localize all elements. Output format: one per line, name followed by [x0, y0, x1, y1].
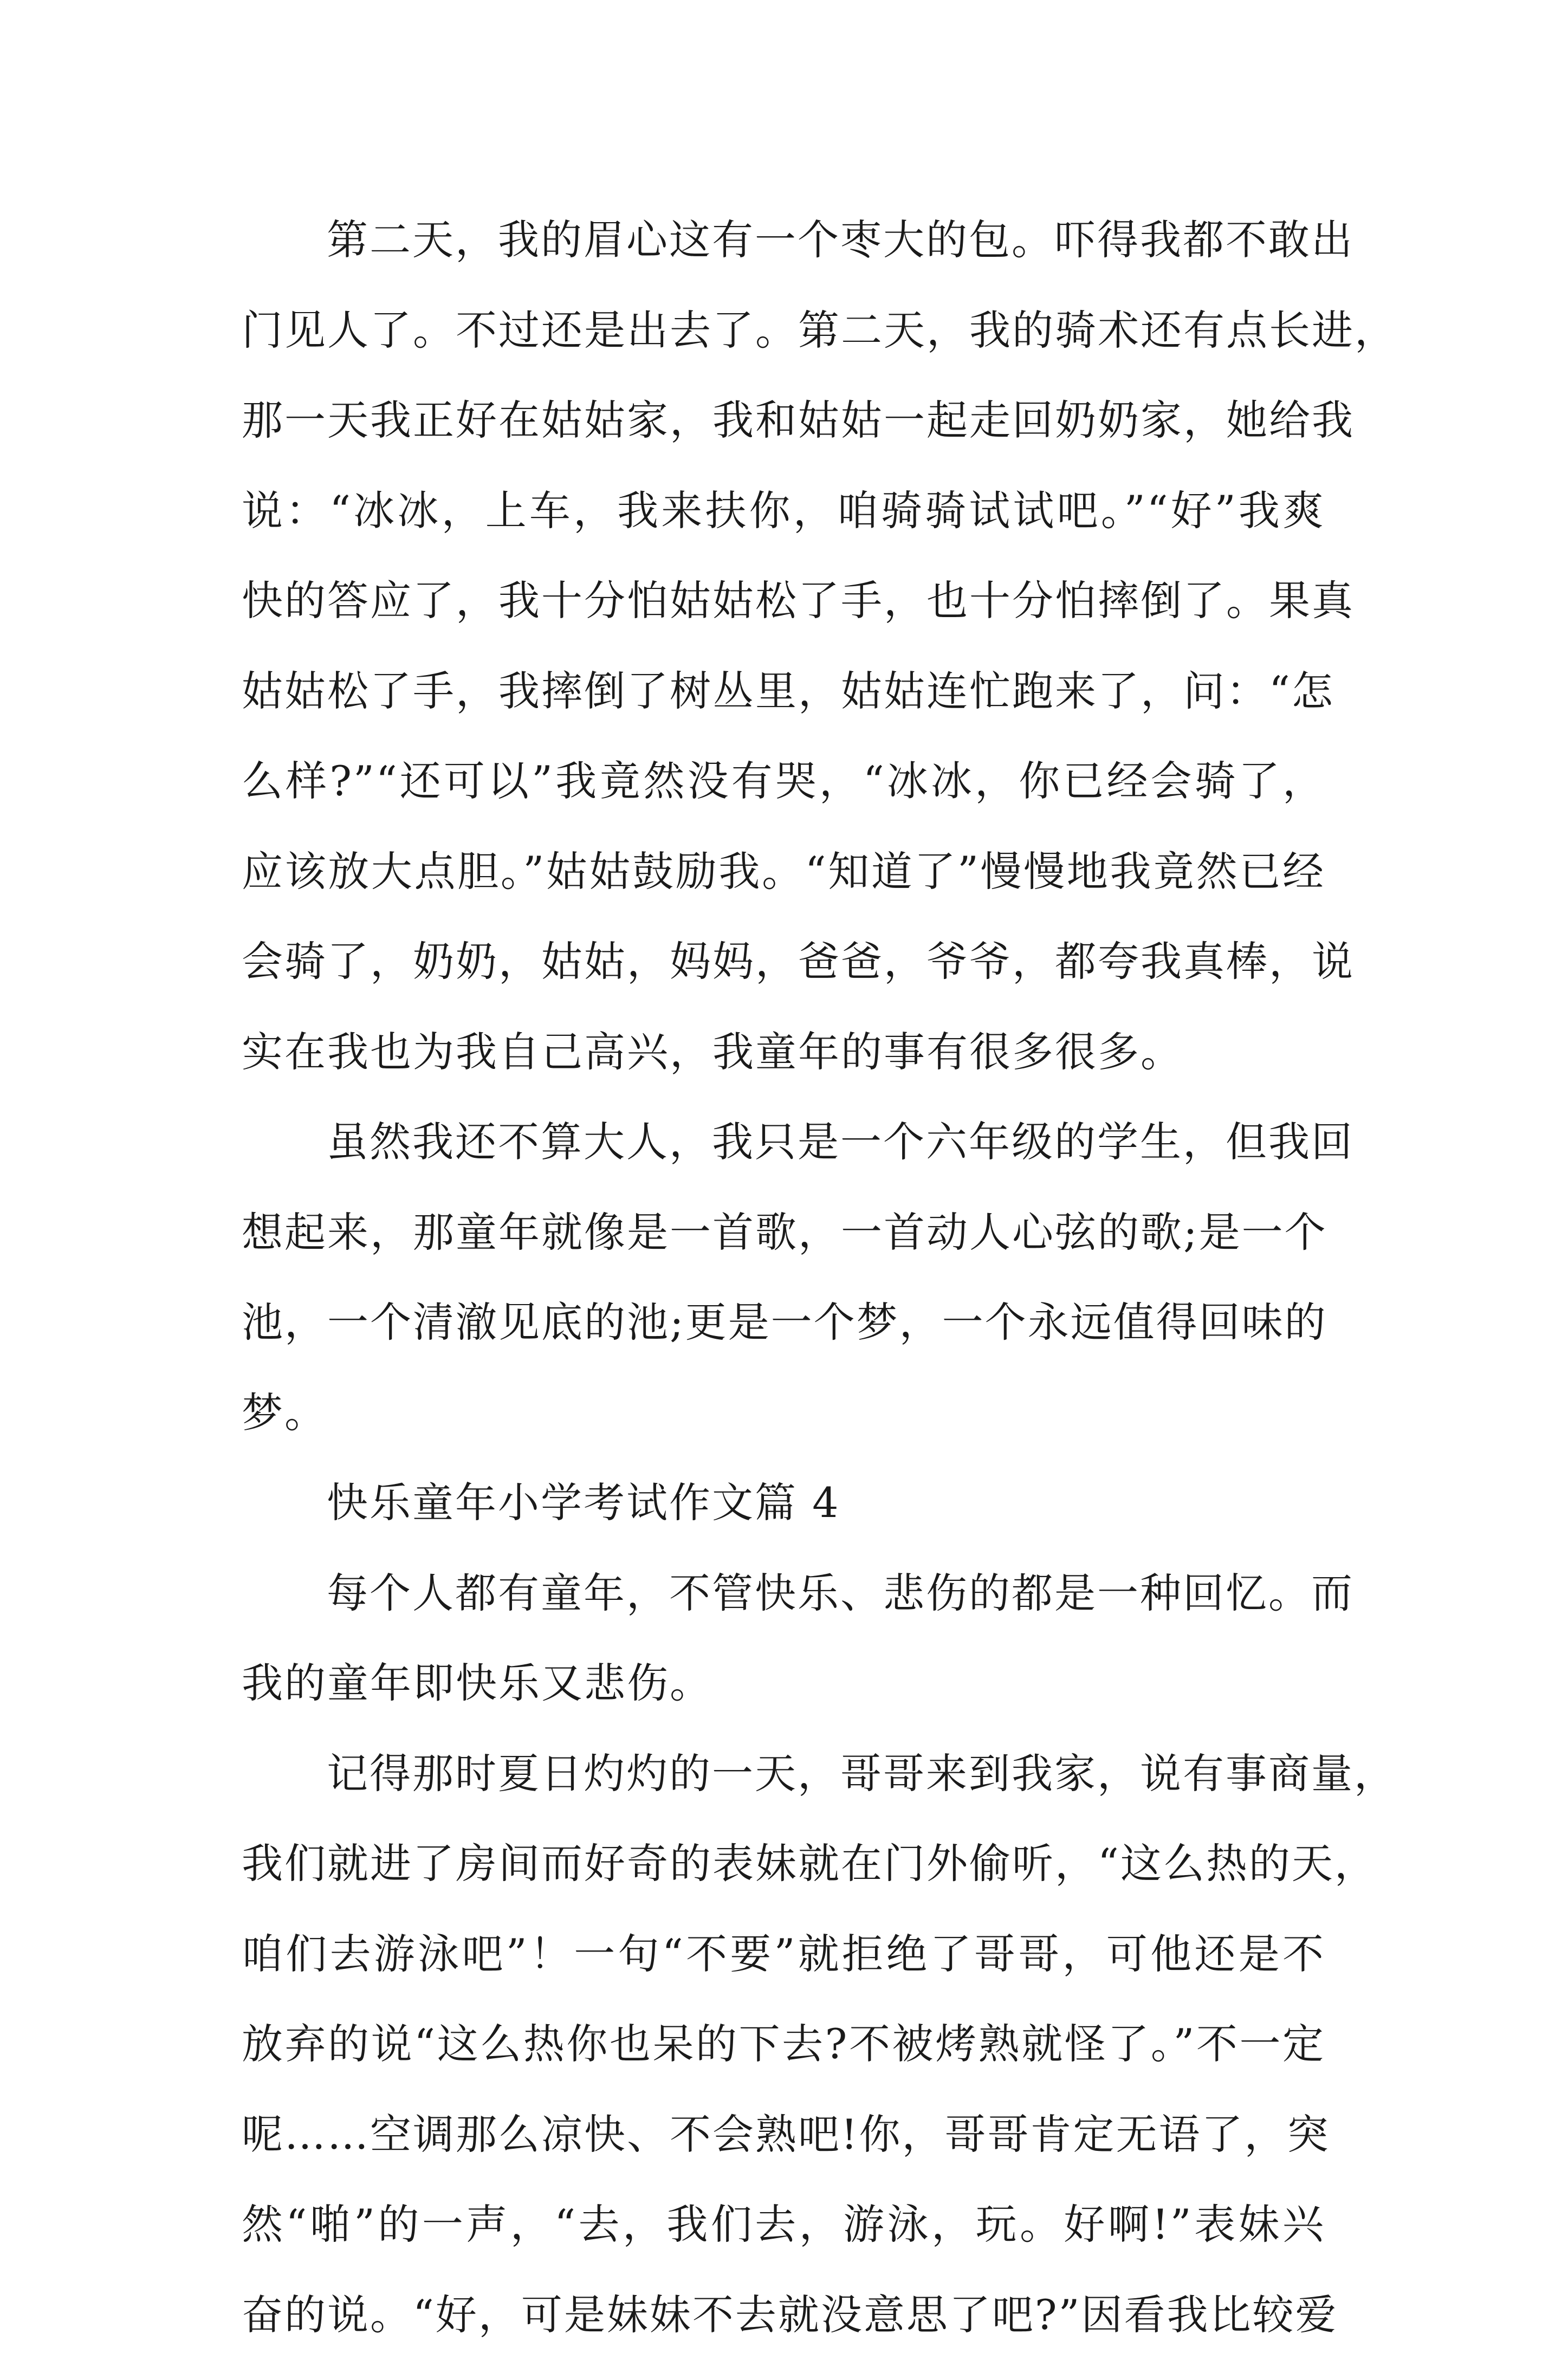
section-heading: 快乐童年小学考试作文篇 4 [242, 1458, 1325, 1548]
paragraph-line: 想起来，那童年就像是一首歌，一首动人心弦的歌;是一个 [242, 1188, 1325, 1278]
paragraph-line: 记得那时夏日灼灼的一天，哥哥来到我家，说有事商量， [242, 1729, 1325, 1819]
paragraph-line: 然“啪”的一声，“去，我们去，游泳，玩。好啊!”表妹兴 [242, 2180, 1325, 2270]
paragraph-line: 我的童年即快乐又悲伤。 [242, 1638, 1325, 1729]
paragraph-line: 说：“冰冰，上车，我来扶你，咱骑骑试试吧。”“好”我爽 [242, 466, 1325, 556]
paragraph-line: 第二天，我的眉心这有一个枣大的包。吓得我都不敢出 [242, 195, 1325, 286]
paragraph-line: 门见人了。不过还是出去了。第二天，我的骑术还有点长进， [242, 286, 1325, 376]
paragraph-line: 么样?”“还可以”我竟然没有哭，“冰冰，你已经会骑了， [242, 736, 1325, 827]
paragraph-line: 每个人都有童年，不管快乐、悲伤的都是一种回忆。而 [242, 1548, 1325, 1639]
paragraph-line: 梦。 [242, 1368, 1325, 1458]
paragraph-line: 姑姑松了手，我摔倒了树丛里，姑姑连忙跑来了，问：“怎 [242, 646, 1325, 737]
paragraph-line: 实在我也为我自己高兴，我童年的事有很多很多。 [242, 1007, 1325, 1098]
paragraph-line: 会骑了，奶奶，姑姑，妈妈，爸爸，爷爷，都夸我真棒，说 [242, 917, 1325, 1007]
paragraph-line: 呢……空调那么凉快、不会熟吧!你，哥哥肯定无语了，突 [242, 2090, 1325, 2180]
paragraph-line: 池，一个清澈见底的池;更是一个梦，一个永远值得回味的 [242, 1278, 1325, 1368]
paragraph-line: 奋的说。“好，可是妹妹不去就没意思了吧?”因看我比较爱 [242, 2270, 1325, 2360]
paragraph-line: 快的答应了，我十分怕姑姑松了手，也十分怕摔倒了。果真 [242, 556, 1325, 646]
paragraph-line: 那一天我正好在姑姑家，我和姑姑一起走回奶奶家，她给我 [242, 375, 1325, 466]
document-body [242, 195, 1325, 2360]
paragraph-line: 放弃的说“这么热你也呆的下去?不被烤熟就怪了。”不一定 [242, 1999, 1325, 2090]
paragraph-line: 应该放大点胆。”姑姑鼓励我。“知道了”慢慢地我竟然已经 [242, 827, 1325, 917]
paragraph-line: 我们就进了房间而好奇的表妹就在门外偷听，“这么热的天， [242, 1819, 1325, 1909]
paragraph-line: 虽然我还不算大人，我只是一个六年级的学生，但我回 [242, 1097, 1325, 1188]
paragraph-line: 咱们去游泳吧”！一句“不要”就拒绝了哥哥，可他还是不 [242, 1909, 1325, 2000]
